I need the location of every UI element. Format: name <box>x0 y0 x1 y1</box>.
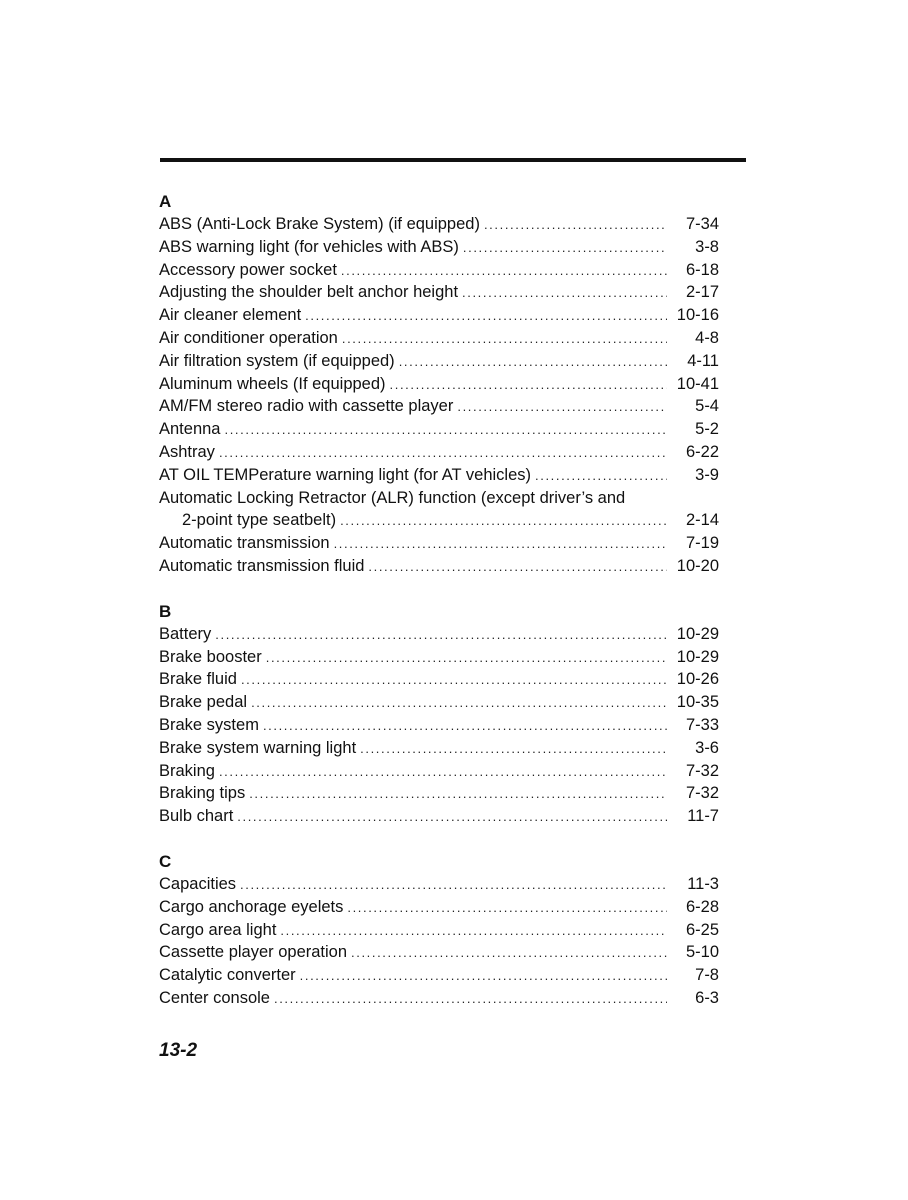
dot-leader <box>266 647 667 670</box>
entry-title: Brake booster <box>159 647 262 666</box>
entry-title: ABS warning light (for vehicles with ABS) <box>159 237 459 256</box>
entry-title: Cargo area light <box>159 920 277 939</box>
dot-leader <box>274 988 667 1011</box>
dot-leader <box>463 237 667 260</box>
index-entry <box>159 623 719 646</box>
index-section-b <box>159 600 719 828</box>
index-entry <box>159 964 719 987</box>
entry-page: 3-8 <box>695 237 719 256</box>
entry-page: 7-8 <box>695 966 719 985</box>
entry-title: Brake fluid <box>159 670 237 689</box>
entry-title-line2 <box>159 509 719 532</box>
entry-page: 10-41 <box>676 374 719 393</box>
dot-leader <box>535 465 667 488</box>
entry-title: Cargo anchorage eyelets <box>159 897 344 916</box>
index-entry <box>159 760 719 783</box>
entry-page: 4-11 <box>687 351 719 370</box>
entry-page: 10-20 <box>676 556 719 575</box>
index-entry <box>159 304 719 327</box>
dot-leader <box>251 692 667 715</box>
index-entry <box>159 441 719 464</box>
index-entry <box>159 941 719 964</box>
entry-page: 10-16 <box>676 306 719 325</box>
index-entry <box>159 714 719 737</box>
dot-leader <box>334 533 667 556</box>
entry-title: Accessory power socket <box>159 260 337 279</box>
entry-title: Capacities <box>159 874 237 893</box>
entry-page: 4-8 <box>695 328 719 347</box>
section-letter: C <box>159 851 172 871</box>
index-entry <box>159 987 719 1010</box>
index-section-a <box>159 190 719 578</box>
index-entry <box>159 281 719 304</box>
index-entry <box>159 236 719 259</box>
entry-page: 10-29 <box>676 624 719 643</box>
dot-leader <box>360 738 667 761</box>
entry-title: Battery <box>159 624 212 643</box>
entry-page: 7-32 <box>685 761 719 780</box>
entry-page: 5-4 <box>695 397 719 416</box>
entry-title: Center console <box>159 988 270 1007</box>
entry-title: Brake system <box>159 715 259 734</box>
index-section-c <box>159 850 719 1010</box>
entry-title: ABS (Anti-Lock Brake System) (if equipped) <box>159 215 480 233</box>
entry-page: 10-35 <box>676 693 719 712</box>
index-entry <box>159 555 719 578</box>
entry-page: 3-9 <box>695 465 719 484</box>
entry-title: AM/FM stereo radio with cassette player <box>159 397 454 416</box>
entry-title: Air conditioner operation <box>159 328 338 347</box>
entry-title: Brake pedal <box>159 693 248 712</box>
dot-leader <box>462 282 667 305</box>
header-rule <box>160 158 746 162</box>
dot-leader <box>484 214 667 237</box>
entry-page: 7-34 <box>685 215 719 233</box>
dot-leader <box>368 556 667 579</box>
entry-title: 2-point type seatbelt) <box>182 511 337 530</box>
dot-leader <box>219 442 667 465</box>
entry-page: 7-19 <box>685 534 719 553</box>
entry-page: 11-3 <box>687 874 719 893</box>
dot-leader <box>340 510 667 533</box>
entry-title: Bulb chart <box>159 807 234 826</box>
entry-page: 6-25 <box>685 920 719 939</box>
entry-title: Cassette player operation <box>159 943 348 962</box>
index-entry <box>159 873 719 896</box>
entry-title: Automatic transmission <box>159 534 330 553</box>
section-letter: A <box>159 192 172 211</box>
index-entry <box>159 350 719 373</box>
dot-leader <box>457 396 667 419</box>
entry-title: Adjusting the shoulder belt anchor height <box>159 283 459 302</box>
dot-leader <box>341 260 667 283</box>
section-letter: B <box>159 601 172 621</box>
index-entry <box>159 737 719 760</box>
dot-leader <box>390 374 667 397</box>
dot-leader <box>240 874 667 897</box>
index-entry <box>159 646 719 669</box>
dot-leader <box>280 920 667 943</box>
dot-leader <box>219 761 667 784</box>
index-entry <box>159 805 719 828</box>
entry-page: 6-28 <box>685 897 719 916</box>
index-entry <box>159 418 719 441</box>
index-entry <box>159 691 719 714</box>
entry-page: 10-26 <box>676 670 719 689</box>
dot-leader <box>224 419 667 442</box>
dot-leader <box>300 965 667 988</box>
index-entry <box>159 327 719 350</box>
entry-title: Antenna <box>159 420 221 439</box>
dot-leader <box>263 715 667 738</box>
dot-leader <box>342 328 667 351</box>
entry-page: 5-10 <box>685 943 719 962</box>
entry-page: 6-3 <box>695 988 719 1007</box>
index-entry <box>159 896 719 919</box>
dot-leader <box>215 624 667 647</box>
index-entry <box>159 373 719 396</box>
index-entry <box>159 487 719 533</box>
index-entry <box>159 919 719 942</box>
entry-title: Air cleaner element <box>159 306 302 325</box>
index-entry <box>159 259 719 282</box>
entry-page: 7-32 <box>685 784 719 803</box>
page-number: 13-2 <box>159 1040 198 1061</box>
entry-page: 10-29 <box>676 647 719 666</box>
entry-page: 3-6 <box>695 738 719 757</box>
entry-title: Automatic transmission fluid <box>159 556 365 575</box>
entry-title-line1: Automatic Locking Retractor (ALR) function (except driver’s and <box>159 488 626 507</box>
index-entry <box>159 213 719 236</box>
entry-page: 11-7 <box>687 807 719 826</box>
entry-title: Air filtration system (if equipped) <box>159 351 395 370</box>
entry-page: 2-17 <box>685 283 719 302</box>
index-entry <box>159 782 719 805</box>
entry-page: 7-33 <box>685 715 719 734</box>
entry-page: 6-22 <box>685 442 719 461</box>
dot-leader <box>249 783 667 806</box>
entry-page: 2-14 <box>685 511 719 530</box>
index-entry <box>159 532 719 555</box>
index-entry <box>159 395 719 418</box>
dot-leader <box>399 351 667 374</box>
index-entry <box>159 668 719 691</box>
index-entry <box>159 464 719 487</box>
entry-title: Aluminum wheels (If equipped) <box>159 374 386 393</box>
dot-leader <box>237 806 667 829</box>
dot-leader <box>241 669 667 692</box>
entry-page: 5-2 <box>695 420 719 439</box>
entry-title: Braking <box>159 761 215 780</box>
entry-title: Catalytic converter <box>159 966 296 985</box>
dot-leader <box>305 305 667 328</box>
entry-title: Brake system warning light <box>159 738 357 757</box>
entry-title: Braking tips <box>159 784 246 803</box>
entry-title: AT OIL TEMPerature warning light (for AT vehicles) <box>159 465 532 484</box>
entry-title: Ashtray <box>159 442 215 461</box>
dot-leader <box>347 897 667 920</box>
dot-leader <box>351 942 667 965</box>
entry-page: 6-18 <box>685 260 719 279</box>
index-list <box>159 190 719 1032</box>
